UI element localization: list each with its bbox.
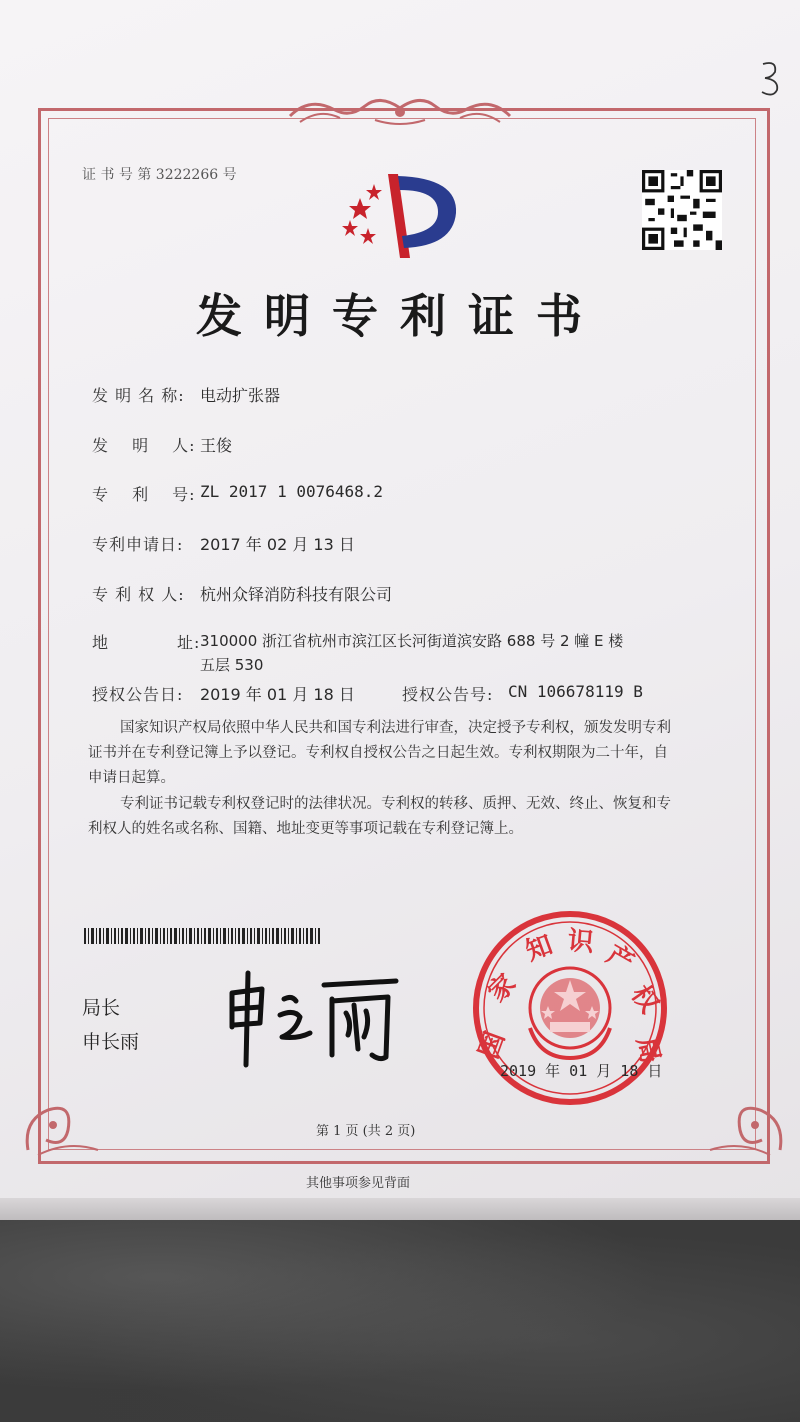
grant-number-value: CN 106678119 B bbox=[508, 682, 643, 701]
handwritten-signature bbox=[220, 965, 410, 1070]
footer-note: 其他事项参见背面 bbox=[306, 1176, 411, 1191]
paragraph-1-line-3: 申请日起算。 bbox=[88, 770, 175, 786]
patentee-value: 杭州众铎消防科技有限公司 bbox=[200, 585, 393, 604]
address-line2: 五层 530 bbox=[200, 656, 264, 674]
paper-edge bbox=[0, 1198, 800, 1220]
top-ornament bbox=[280, 92, 520, 128]
patent-number-value: ZL 2017 1 0076468.2 bbox=[200, 482, 384, 501]
fabric-background bbox=[0, 1215, 800, 1422]
paragraph-2-line-1: 专利证书记载专利权登记时的法律状况。专利权的转移、质押、无效、终止、恢复和专 bbox=[120, 796, 671, 812]
corner-handwritten-mark bbox=[757, 58, 787, 98]
patent-office-logo bbox=[338, 168, 468, 263]
director-name: 申长雨 bbox=[82, 1031, 140, 1053]
svg-text:识: 识 bbox=[566, 925, 595, 959]
invention-name-label: 发 明 名 称: bbox=[92, 386, 185, 405]
patent-number-label: 专 利 号: bbox=[92, 485, 196, 504]
patentee-label: 专 利 权 人: bbox=[92, 585, 185, 604]
application-date-label: 专利申请日: bbox=[92, 535, 184, 554]
seal-date: 2019 年 01 月 18 日 bbox=[500, 1062, 663, 1080]
page-indicator: 第 1 页 (共 2 页) bbox=[316, 1124, 416, 1139]
paragraph-1-line-1: 国家知识产权局依照中华人民共和国专利法进行审查，决定授予专利权，颁发发明专利 bbox=[120, 720, 671, 736]
svg-text:家: 家 bbox=[482, 968, 523, 1009]
svg-text:产: 产 bbox=[601, 939, 639, 979]
svg-text:知: 知 bbox=[521, 929, 557, 968]
grant-number-label: 授权公告号: bbox=[402, 685, 494, 704]
paragraph-2-line-2: 利权人的姓名或名称、国籍、地址变更等事项记载在专利登记簿上。 bbox=[88, 821, 523, 837]
svg-text:权: 权 bbox=[624, 980, 665, 1019]
grant-date-value: 2019 年 01 月 18 日 bbox=[200, 685, 355, 704]
certificate-title: 发明专利证书 bbox=[196, 289, 604, 343]
address-line1: 310000 浙江省杭州市滨江区长河街道滨安路 688 号 2 幢 E 楼 bbox=[200, 632, 624, 650]
bottom-right-ornament bbox=[700, 1080, 790, 1160]
address-label: 地 址: bbox=[92, 633, 201, 652]
barcode bbox=[84, 928, 320, 944]
svg-text:国: 国 bbox=[473, 1027, 512, 1063]
qr-code bbox=[642, 170, 722, 250]
certificate-number: 证 书 号 第 3222266 号 bbox=[82, 167, 237, 183]
invention-name-value: 电动扩张器 bbox=[200, 386, 281, 405]
svg-text:局: 局 bbox=[630, 1034, 666, 1067]
director-title: 局长 bbox=[82, 997, 121, 1019]
inventor-label: 发 明 人: bbox=[92, 436, 196, 455]
grant-date-label: 授权公告日: bbox=[92, 685, 184, 704]
application-date-value: 2017 年 02 月 13 日 bbox=[200, 535, 355, 554]
paragraph-1-line-2: 证书并在专利登记簿上予以登记。专利权自授权公告之日起生效。专利权期限为二十年，自 bbox=[88, 745, 668, 761]
inventor-value: 王俊 bbox=[200, 436, 233, 455]
bottom-left-ornament bbox=[18, 1080, 108, 1160]
